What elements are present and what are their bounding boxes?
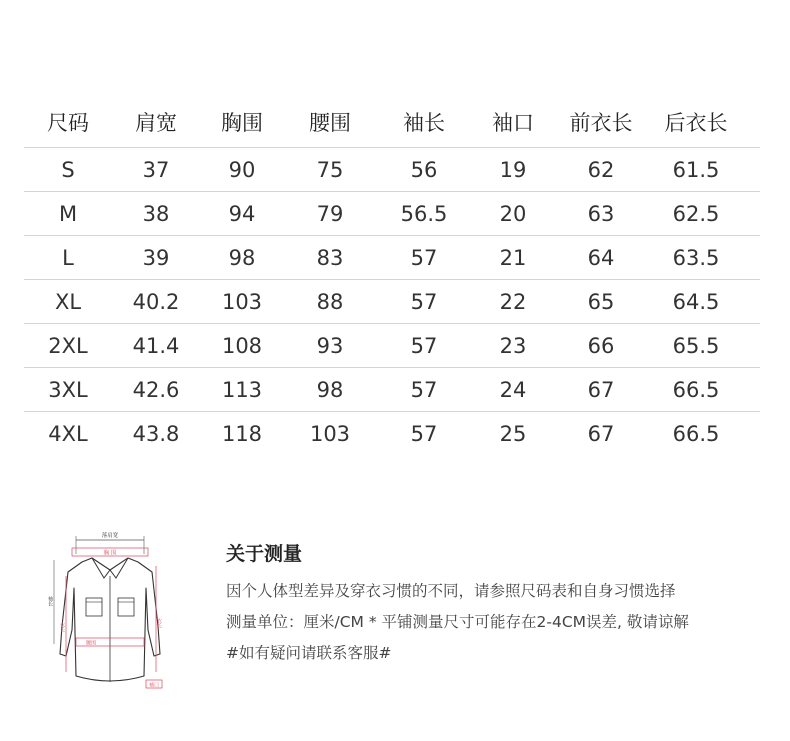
size-table [24,98,760,456]
cell-back-length: 62.5 [672,202,720,226]
cell-waist: 88 [316,290,344,314]
cell-chest: 118 [221,422,263,446]
table-row [24,280,760,324]
table-row [24,192,760,236]
cell-sleeve-length: 56.5 [400,202,448,226]
cell-size: XL [54,290,82,314]
cell-size: 3XL [48,378,88,402]
cell-chest: 90 [228,158,256,182]
shirt-illustration [46,526,174,694]
cell-sleeve-length: 57 [410,290,438,314]
header-chest: 胸围 [221,111,263,135]
cell-cuff: 19 [499,158,527,182]
cell-back-length: 61.5 [672,158,720,182]
cell-size: 2XL [48,334,88,358]
shoulder-label: 落肩宽 [101,533,119,539]
info-line-1: 因个人体型差异及穿衣习惯的不同，请参照尺码表和自身习惯选择 [226,582,676,600]
cell-shoulder: 37 [142,158,170,182]
table-row [24,236,760,280]
cell-shoulder: 40.2 [132,290,180,314]
cell-sleeve-length: 57 [410,334,438,358]
length-label-right: 衣长 [156,618,162,628]
cell-waist: 93 [316,334,344,358]
header-cuff: 袖口 [492,111,534,135]
cell-back-length: 65.5 [672,334,720,358]
table-row [24,368,760,412]
cell-shoulder: 39 [142,246,170,270]
info-title: 关于测量 [226,543,303,565]
cell-front-length: 65 [587,290,615,314]
cell-chest: 113 [221,378,263,402]
cell-shoulder: 41.4 [132,334,180,358]
cell-cuff: 24 [499,378,527,402]
measurement-info [226,540,766,669]
cell-shoulder: 42.6 [132,378,180,402]
chest-label: 胸 围 [103,550,117,557]
shirt-measurement-diagram [46,526,174,694]
cell-front-length: 66 [587,334,615,358]
cell-front-length: 67 [587,422,615,446]
cell-front-length: 67 [587,378,615,402]
cell-back-length: 66.5 [672,422,720,446]
header-front-length: 前衣长 [569,111,633,135]
cell-size: L [62,246,74,270]
cell-waist: 83 [316,246,344,270]
table-row [24,324,760,368]
cell-back-length: 64.5 [672,290,720,314]
cell-front-length: 63 [587,202,615,226]
cell-sleeve-length: 57 [410,378,438,402]
cell-sleeve-length: 56 [410,158,438,182]
sleeve-label: 袖长 [47,596,53,606]
table-row [24,412,760,456]
cell-cuff: 22 [499,290,527,314]
cell-cuff: 20 [499,202,527,226]
cell-cuff: 21 [499,246,527,270]
cell-waist: 98 [316,378,344,402]
cell-shoulder: 38 [142,202,170,226]
table-header-row [24,98,760,148]
cell-chest: 108 [221,334,263,358]
cell-chest: 94 [228,202,256,226]
cell-back-length: 66.5 [672,378,720,402]
cell-front-length: 64 [587,246,615,270]
cell-cuff: 23 [499,334,527,358]
table-row [24,148,760,192]
header-size: 尺码 [47,111,89,135]
cell-sleeve-length: 57 [410,422,438,446]
cell-chest: 98 [228,246,256,270]
header-back-length: 后衣长 [664,111,728,135]
cell-waist: 103 [309,422,351,446]
header-waist: 腰围 [309,111,351,135]
cell-front-length: 62 [587,158,615,182]
cell-sleeve-length: 57 [410,246,438,270]
cell-size: S [61,158,75,182]
header-shoulder: 肩宽 [135,111,177,135]
cell-size: 4XL [48,422,88,446]
waist-label: 腰围 [86,640,97,647]
cuff-label: 袖口 [148,682,160,689]
cell-waist: 79 [316,202,344,226]
cell-chest: 103 [221,290,263,314]
cell-shoulder: 43.8 [132,422,180,446]
length-label-left: 衣长 [59,622,65,632]
cell-cuff: 25 [499,422,527,446]
cell-size: M [58,202,78,226]
cell-back-length: 63.5 [672,246,720,270]
info-line-2: 测量单位：厘米/CM * 平铺测量尺寸可能存在2-4CM误差, 敬请谅解 [226,613,689,631]
cell-waist: 75 [316,158,344,182]
info-line-3: #如有疑问请联系客服# [226,644,392,662]
header-sleeve-length: 袖长 [403,111,445,135]
